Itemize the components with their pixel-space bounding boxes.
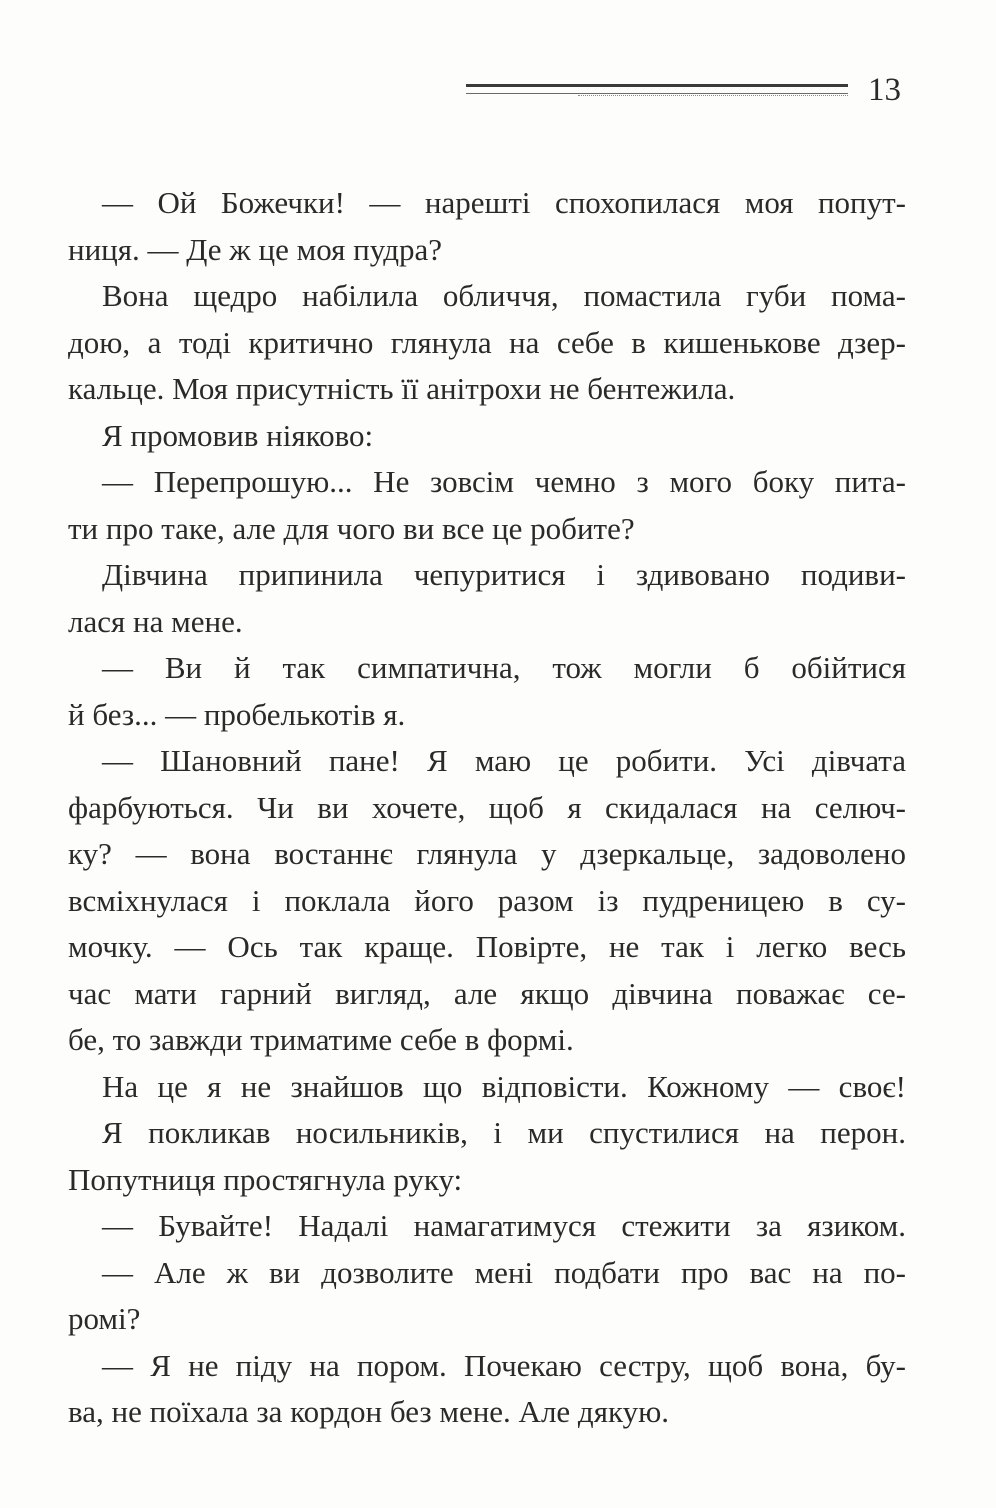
text-line: ку? — вона востаннє глянула у дзеркальце, задоволено <box>68 836 906 871</box>
text-line: — Перепрошую... Не зовсім чемно з мого боку пита- <box>102 464 906 499</box>
text-line: кальце. Моя присутність її анітрохи не бентежила. <box>68 371 736 406</box>
header-rule <box>466 84 848 94</box>
text-line: Я промовив ніяково: <box>102 417 374 453</box>
text-line: Попутниця простягнула руку: <box>68 1161 463 1197</box>
text-line: — Я не піду на пором. Почекаю сестру, щоб вона, бу- <box>102 1347 906 1383</box>
text-line: бе, то завжди триматиме себе в формі. <box>68 1022 574 1057</box>
text-line: ти про таке, але для чого ви все це робите? <box>68 510 635 546</box>
text-line: Я покликав носильників, і ми спустилися на перон. <box>102 1115 906 1150</box>
text-line: всміхнулася і поклала його разом із пудреницею в су- <box>68 882 906 918</box>
text-line: ниця. — Де ж це моя пудра? <box>68 231 443 267</box>
text-line: дою, а тоді критично глянула на себе в кишенькове дзер- <box>68 324 906 360</box>
text-line: лася на мене. <box>68 603 243 639</box>
text-line: Вона щедро набілила обличчя, помастила губи пома- <box>102 278 906 313</box>
text-line: ромі? <box>68 1301 141 1336</box>
body-text <box>68 180 906 1436</box>
page-header <box>466 64 906 114</box>
text-line: фарбуються. Чи ви хочете, щоб я скидалася на селюч- <box>68 789 906 825</box>
text-line: мочку. — Ось так краще. Повірте, не так і легко весь <box>68 929 906 964</box>
page-number: 13 <box>868 72 901 108</box>
text-line: — Шановний пане! Я маю це робити. Усі дівчата <box>102 743 906 778</box>
text-line: — Ви й так симпатична, тож могли б обійтися <box>102 650 906 685</box>
text-line: — Ой Божечки! — нарешті спохопилася моя попут- <box>102 185 906 220</box>
text-line: й без... — пробелькотів я. <box>68 696 406 732</box>
text-line: На це я не знайшов що відповісти. Кожному — своє! <box>102 1068 906 1104</box>
text-line: час мати гарний вигляд, але якщо дівчина поважає се- <box>68 975 906 1011</box>
text-line: Дівчина припинила чепуритися і здивовано подиви- <box>102 557 906 592</box>
text-line: ва, не поїхала за кордон без мене. Але дякую. <box>68 1394 669 1429</box>
text-line: — Бувайте! Надалі намагатимуся стежити за язиком. <box>102 1208 906 1243</box>
text-line: — Але ж ви дозволите мені подбати про вас на по- <box>102 1254 906 1290</box>
